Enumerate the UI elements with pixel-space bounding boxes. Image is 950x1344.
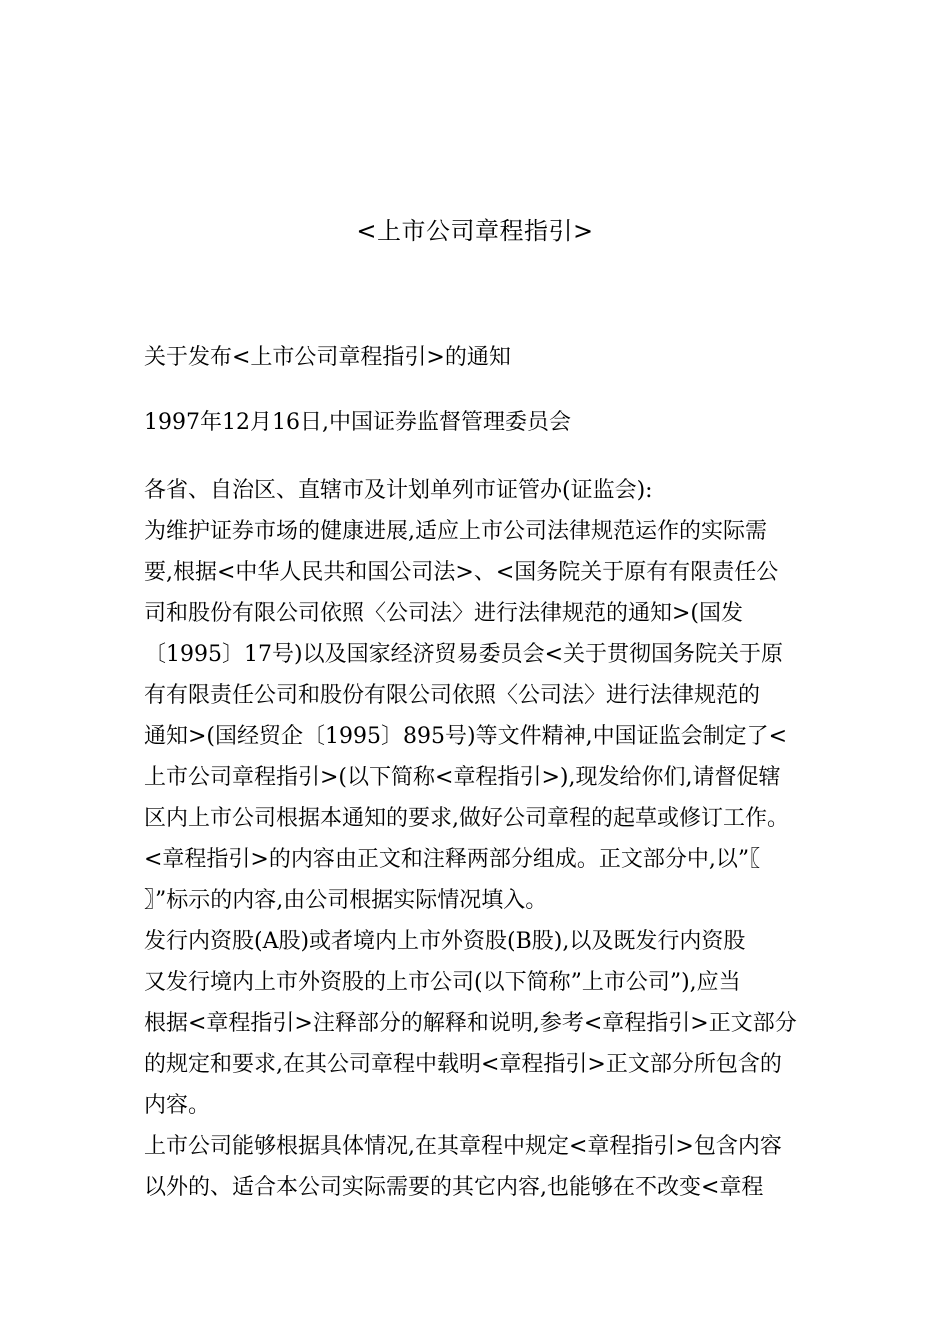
body-line: 要,根据<中华人民共和国公司法>、<国务院关于原有有限责任公 (144, 560, 779, 585)
body-line: 发行内资股(A股)或者境内上市外资股(B股),以及既发行内资股 (144, 929, 746, 954)
document-body (144, 340, 820, 1208)
body-line: 有有限责任公司和股份有限公司依照〈公司法〉进行法律规范的 (144, 683, 761, 708)
body-line: <章程指引>的内容由正文和注释两部分组成。正文部分中,以”〖 (144, 847, 761, 872)
body-line: 〔1995〕17号)以及国家经济贸易委员会<关于贯彻国务院关于原 (144, 642, 784, 667)
body-line: 〗”标示的内容,由公司根据实际情况填入。 (144, 888, 548, 913)
body-line: 各省、自治区、直辖市及计划单列市证管办(证监会): (144, 478, 653, 503)
body-line: 上市公司章程指引>(以下简称<章程指引>),现发给你们,请督促辖 (144, 765, 781, 790)
body-line: 为维护证券市场的健康进展,适应上市公司法律规范运作的实际需 (144, 519, 767, 544)
body-line: 区内上市公司根据本通知的要求,做好公司章程的起草或修订工作。 (144, 806, 789, 831)
date-issuer-line: 1997年12月16日,中国证券监督管理委员会 (144, 410, 571, 435)
document-title: <上市公司章程指引> (356, 217, 594, 245)
body-line: 又发行境内上市外资股的上市公司(以下简称”上市公司”),应当 (144, 970, 741, 995)
body-line: 的规定和要求,在其公司章程中载明<章程指引>正文部分所包含的 (144, 1052, 782, 1077)
body-line: 上市公司能够根据具体情况,在其章程中规定<章程指引>包含内容 (144, 1134, 782, 1159)
body-line: 以外的、适合本公司实际需要的其它内容,也能够在不改变<章程 (144, 1175, 764, 1200)
body-line: 根据<章程指引>注释部分的解释和说明,参考<章程指引>正文部分 (144, 1011, 797, 1036)
body-line: 内容。 (144, 1093, 211, 1118)
body-line: 司和股份有限公司依照〈公司法〉进行法律规范的通知>(国发 (144, 601, 744, 626)
body-line: 通知>(国经贸企〔1995〕895号)等文件精神,中国证监会制定了< (144, 724, 788, 749)
notice-body (144, 470, 820, 1208)
notice-heading: 关于发布<上市公司章程指引>的通知 (144, 345, 511, 370)
